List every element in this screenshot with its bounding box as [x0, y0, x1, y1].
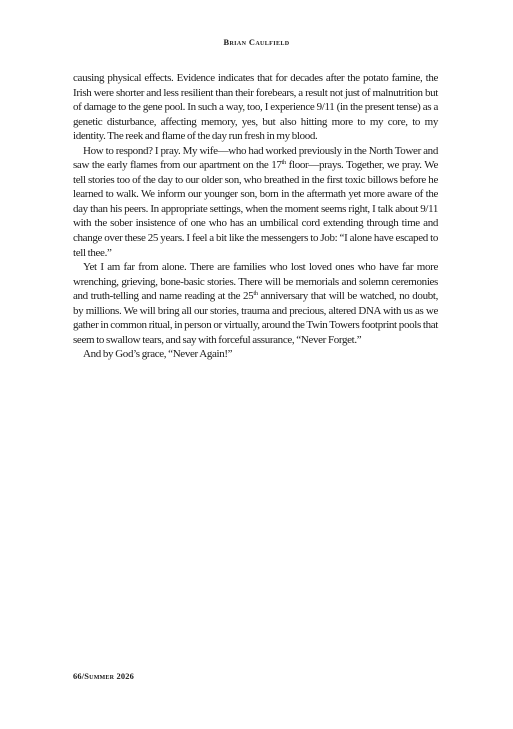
paragraph-2-text-a: How to respond? I pray. My wife—who had worked previously in the North Tower and saw the early flames from our apartment on the 17 [73, 144, 438, 172]
ordinal-suffix: th [281, 159, 286, 167]
paragraph-2 [73, 144, 438, 260]
page-folio: 66/Summer 2026 [73, 672, 134, 681]
ordinal-suffix: th [253, 290, 258, 298]
article-body [73, 71, 438, 362]
paragraph-3-text-a: Yet I am far from alone. There are families who lost loved ones who have far more wrenching, grieving, bone-basic stories. There will be memorials and solemn ceremonies and truth-telling and name reading at the 25 [73, 261, 438, 303]
paragraph-2-text-b: floor—prays. Together, we pray. We tell stories too of the day to our older son, who breathed in the first toxic billows before he learned to walk. We inform our younger son, born in the aftermath yet more aware of the day than his peers. In appropriate settings, when the moment seems right, I talk about 9/11 with the sober insistence of one who has an umbilical cord extending through time and change over these 25 years. I feel a bit like the messengers to Job: “I alone have escaped to tell thee.” [73, 159, 438, 259]
running-head: Brian Caulfield [223, 38, 290, 47]
paragraph-1: causing physical effects. Evidence indicates that for decades after the potato famine, the Irish were shorter and less resilient than their forebears, a result not just of malnutrition but of damage to the gene pool. In such a way, too, I experience 9/11 (in the present tense) as a genetic disturbance, affecting memory, yes, but also hitting more to my core, to my identity. The reek and flame of the day run fresh in my blood. [73, 72, 438, 143]
paragraph-4: And by God’s grace, “Never Again!” [83, 348, 233, 361]
paragraph-3 [73, 260, 438, 347]
paragraph-3-text-b: anniversary that will be watched, no doubt, by millions. We will bring all our stories, trauma and precious, altered DNA with us as we gather in common ritual, in person or virtually, around the Twin Towers footprint pools that seem to swallow tears, and say with forceful assurance, “Never Forget.” [73, 290, 438, 346]
